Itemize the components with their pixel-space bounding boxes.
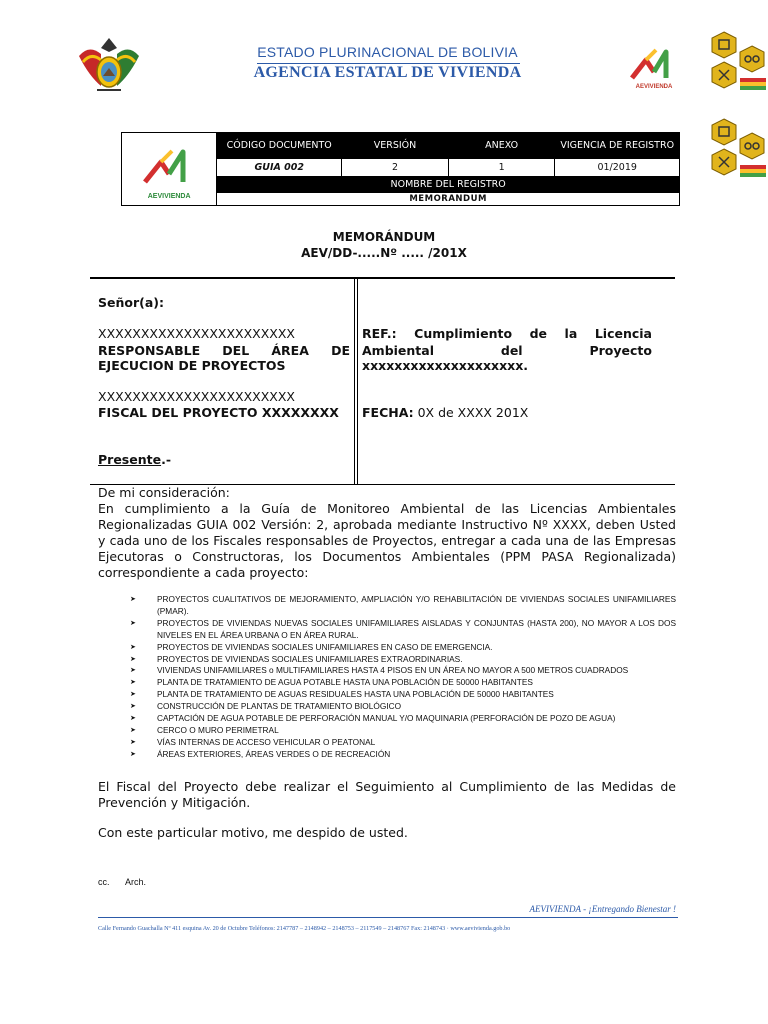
register-name-label: NOMBRE DEL REGISTRO [217,177,680,193]
senor-label: Señor(a): [98,295,164,310]
recipient-role-line1: RESPONSABLE DEL ÁREA DE [98,343,350,358]
aevivienda-logo-icon [139,144,199,192]
body-paragraph: En cumplimiento a la Guía de Monitoreo Ambiental de las Licencias Ambientales Regionalizadas GUIA 002 Versión: 2, aprobada mediante Instructivo Nº XXXX, deben Usted y cada uno de los Fiscales responsables de Proyectos, entregar a cada una de las Empresas Ejecutoras o Constructoras, los Documentos Ambientales (PPM PASA Regionalizada) correspondiente a cada proyecto: [98,501,676,580]
control-logo-cell [122,133,217,206]
ref-line2: Ambiental del Proyecto [362,343,652,358]
fiscal-placeholder: XXXXXXXXXXXXXXXXXXXXXXX [98,389,295,404]
list-item: ➤ CERCO O MURO PERIMETRAL [130,725,676,737]
list-item: ➤ CAPTACIÓN DE AGUA POTABLE DE PERFORACIÓN MANUAL Y/O MAQUINARIA (PERFORACIÓN DE POZO DE AGUA) [130,713,676,725]
footer-slogan: AEVIVIENDA - ¡Entregando Bienestar ! [529,904,676,914]
list-item: ➤ ÁREAS EXTERIORES, ÁREAS VERDES O DE RECREACIÓN [130,749,676,761]
bolivia-coat-of-arms-icon [75,36,143,98]
list-item: ➤ PROYECTOS DE VIVIENDAS NUEVAS SOCIALES UNIFAMILIARES AISLADAS Y CONJUNTAS (HASTA 200), NO MAYOR A LOS DOS NIVELES EN EL ÁREA URBANA O EN ÁREA RURAL. [130,618,676,642]
footer-divider [98,917,678,918]
value-anexo: 1 [448,159,555,177]
recipient-role-line2: EJECUCION DE PROYECTOS [98,358,286,373]
control-logo-caption: AEVIVIENDA [147,193,191,200]
value-version: 2 [342,159,449,177]
address-box-divider [357,277,358,484]
list-item: ➤ PLANTA DE TRATAMIENTO DE AGUAS RESIDUALES HASTA UNA POBLACIÓN DE 50000 HABITANTES [130,689,676,701]
arch-label: Arch. [125,877,147,887]
list-item: ➤ PLANTA DE TRATAMIENTO DE AGUA POTABLE HASTA UNA POBLACIÓN DE 50000 HABITANTES [130,677,676,689]
list-item: ➤ VIVIENDAS UNIFAMILIARES o MULTIFAMILIARES HASTA 4 PISOS EN UN ÁREA NO MAYOR A 500 METROS CUADRADOS [130,665,676,677]
quality-seals-icon [708,30,768,95]
greeting: De mi consideración: [98,485,230,500]
ref-line1: REF.: Cumplimiento de la Licencia [362,326,652,341]
fecha-line [362,405,652,421]
header-vigencia: VIGENCIA DE REGISTRO [555,133,680,159]
address-box-top-rule [90,277,675,279]
closing-paragraph-2: Con este particular motivo, me despido de usted. [98,825,408,840]
list-item: ➤ PROYECTOS DE VIVIENDAS SOCIALES UNIFAMILIARES EN CASO DE EMERGENCIA. [130,642,676,654]
memo-title: MEMORÁNDUM [332,230,436,244]
ref-line3: xxxxxxxxxxxxxxxxxxxx. [362,358,529,373]
register-name-value: MEMORANDUM [217,193,680,206]
fecha-label: FECHA: [362,405,414,420]
header-version: VERSIÓN [342,133,449,159]
quality-seals-icon [708,117,768,182]
project-types-list [130,594,676,761]
presente-suffix: .- [161,452,172,467]
document-control-table [121,132,680,206]
aevivienda-logo-caption: AEVIVIENDA [635,84,673,90]
cc-label: cc. [98,877,110,887]
recipient-placeholder: XXXXXXXXXXXXXXXXXXXXXXX [98,326,295,341]
list-item: ➤ VÍAS INTERNAS DE ACCESO VEHICULAR O PEATONAL [130,737,676,749]
value-codigo: GUIA 002 [217,159,342,177]
list-item: ➤ CONSTRUCCIÓN DE PLANTAS DE TRATAMIENTO BIOLÓGICO [130,701,676,713]
header-codigo: CÓDIGO DOCUMENTO [217,133,342,159]
agency-name: AGENCIA ESTATAL DE VIVIENDA [253,64,522,81]
address-box-divider [354,277,355,484]
footer-address: Calle Fernando Guachalla Nº 411 esquina Av. 20 de Octubre Teléfonos: 2147787 – 2148942 – 2148753 – 2117549 – 2148767 Fax: 2148743 · www.aevivienda.gob.bo [98,925,511,932]
fiscal-role: FISCAL DEL PROYECTO XXXXXXXX [98,405,339,420]
list-item: ➤ PROYECTOS CUALITATIVOS DE MEJORAMIENTO, AMPLIACIÓN Y/O REHABILITACIÓN DE VIVIENDAS SOCIALES UNIFAMILIARES (PMAR). [130,594,676,618]
fecha-value: 0X de XXXX 201X [413,405,529,420]
presente-label: Presente [98,452,162,467]
header-anexo: ANEXO [448,133,555,159]
memo-number: AEV/DD-.....Nº ..... /201X [301,246,467,260]
value-vigencia: 01/2019 [555,159,680,177]
list-item: ➤ PROYECTOS DE VIVIENDAS SOCIALES UNIFAMILIARES EXTRAORDINARIAS. [130,654,676,666]
closing-paragraph-1: El Fiscal del Proyecto debe realizar el Seguimiento al Cumplimiento de las Medidas de Prevención y Mitigación. [98,779,676,810]
presente-line [98,452,350,468]
state-name: ESTADO PLURINACIONAL DE BOLIVIA [257,44,518,60]
